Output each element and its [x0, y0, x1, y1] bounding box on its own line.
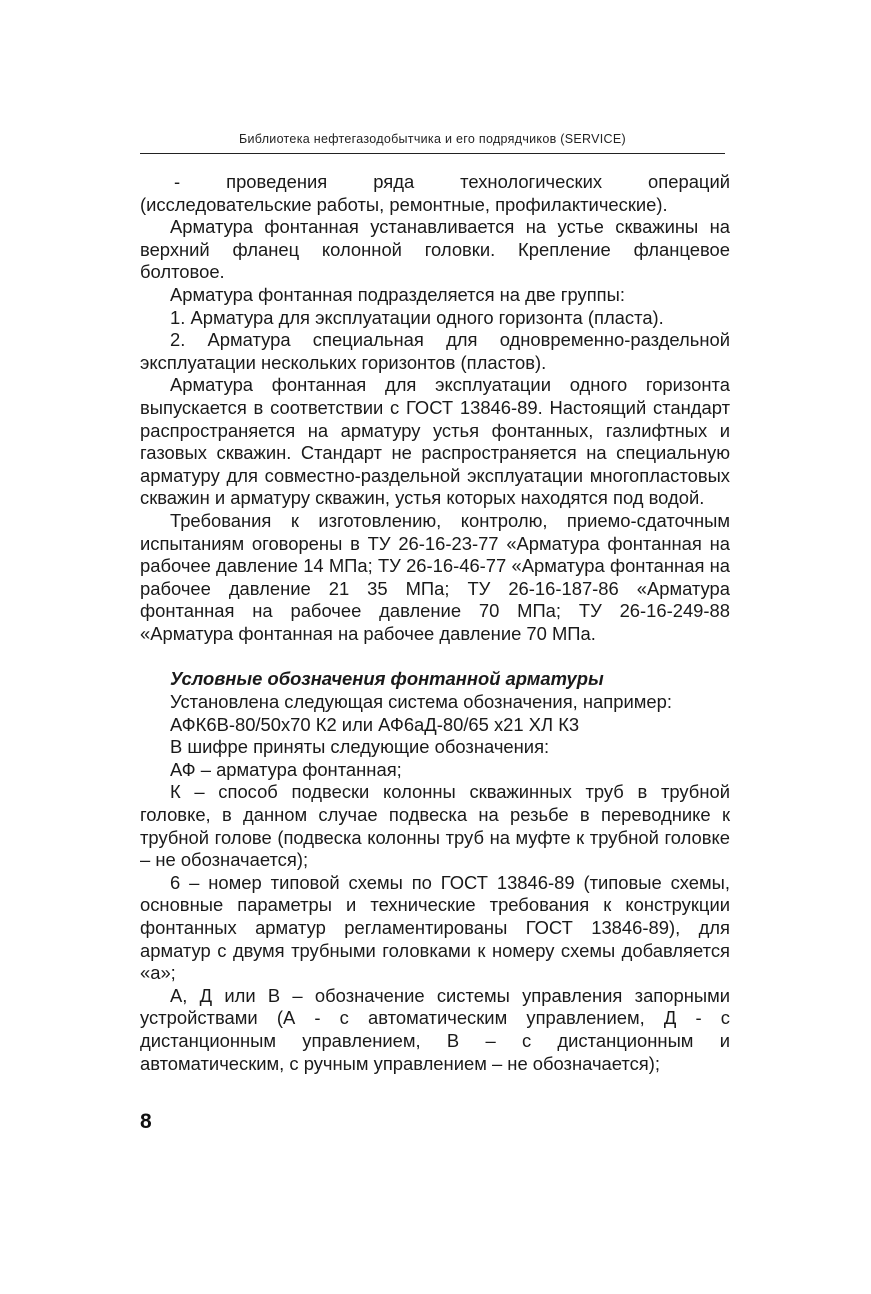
paragraph: В шифре приняты следующие обозначения:: [170, 736, 550, 758]
running-head: Библиотека нефтегазодобытчика и его подрядчиков (SERVICE): [239, 132, 626, 146]
paragraph: Арматура фонтанная устанавливается на устье скважины на верхний фланец колонной головки. Крепление фланцевое болтовое.: [140, 216, 730, 283]
paragraph: Требования к изготовлению, контролю, приемо-сдаточным испытаниям оговорены в ТУ 26-16-23-77 «Арматура фонтанная на рабочее давление 14 МПа; ТУ 26-16-46-77 «Арматура фонтанная на рабочее давление 21 35 МПа; ТУ 26-16-187-86 «Арматура фонтанная на рабочее давление 70 МПа; ТУ 26-16-249-88 «Арматура фонтанная на рабочее давление 70 МПа.: [140, 509, 730, 644]
paragraph: 2. Арматура специальная для одновременно-раздельной эксплуатации нескольких горизонтов (пластов).: [140, 329, 730, 373]
paragraph: АФК6В-80/50х70 К2 или АФ6аД-80/65 х21 ХЛ К3: [170, 713, 580, 735]
section-heading: Условные обозначения фонтанной арматуры: [170, 668, 604, 690]
paragraph: - проведения ряда технологических операций (исследовательские работы, ремонтные, профилактические).: [140, 171, 730, 215]
paragraph: Арматура фонтанная подразделяется на две группы:: [170, 283, 625, 305]
paragraph: Арматура фонтанная для эксплуатации одного горизонта выпускается в соответствии с ГОСТ 13846-89. Настоящий стандарт распространяется на арматуру устья фонтанных, газлифтных и газовых скважин. Стандарт не распространяется на специальную арматуру для совместно-раздельной эксплуатации многопластовых скважин и арматуру скважин, устья которых находятся под водой.: [140, 374, 730, 509]
paragraph: Установлена следующая система обозначения, например:: [170, 691, 672, 713]
paragraph: 1. Арматура для эксплуатации одного горизонта (пласта).: [170, 306, 664, 328]
paragraph: АФ – арматура фонтанная;: [170, 758, 402, 780]
header-rule: [140, 153, 725, 154]
paragraph: К – способ подвески колонны скважинных труб в трубной головке, в данном случае подвеска на резьбе в переводнике к трубной голове (подвеска колонны труб на муфте к трубной головке – не обозначается);: [140, 781, 730, 871]
body-text: [140, 171, 730, 1075]
page-number: 8: [140, 1110, 152, 1133]
paragraph: А, Д или В – обозначение системы управления запорными устройствами (А - с автоматическим управлением, Д - с дистанционным управлением, В – с дистанционным и автоматическим, с ручным управлением – не обозначается);: [140, 984, 730, 1074]
paragraph: 6 – номер типовой схемы по ГОСТ 13846-89 (типовые схемы, основные параметры и технические требования к конструкции фонтанных арматур регламентированы ГОСТ 13846-89), для арматур с двумя трубными головками к номеру схемы добавляется «а»;: [140, 871, 730, 984]
